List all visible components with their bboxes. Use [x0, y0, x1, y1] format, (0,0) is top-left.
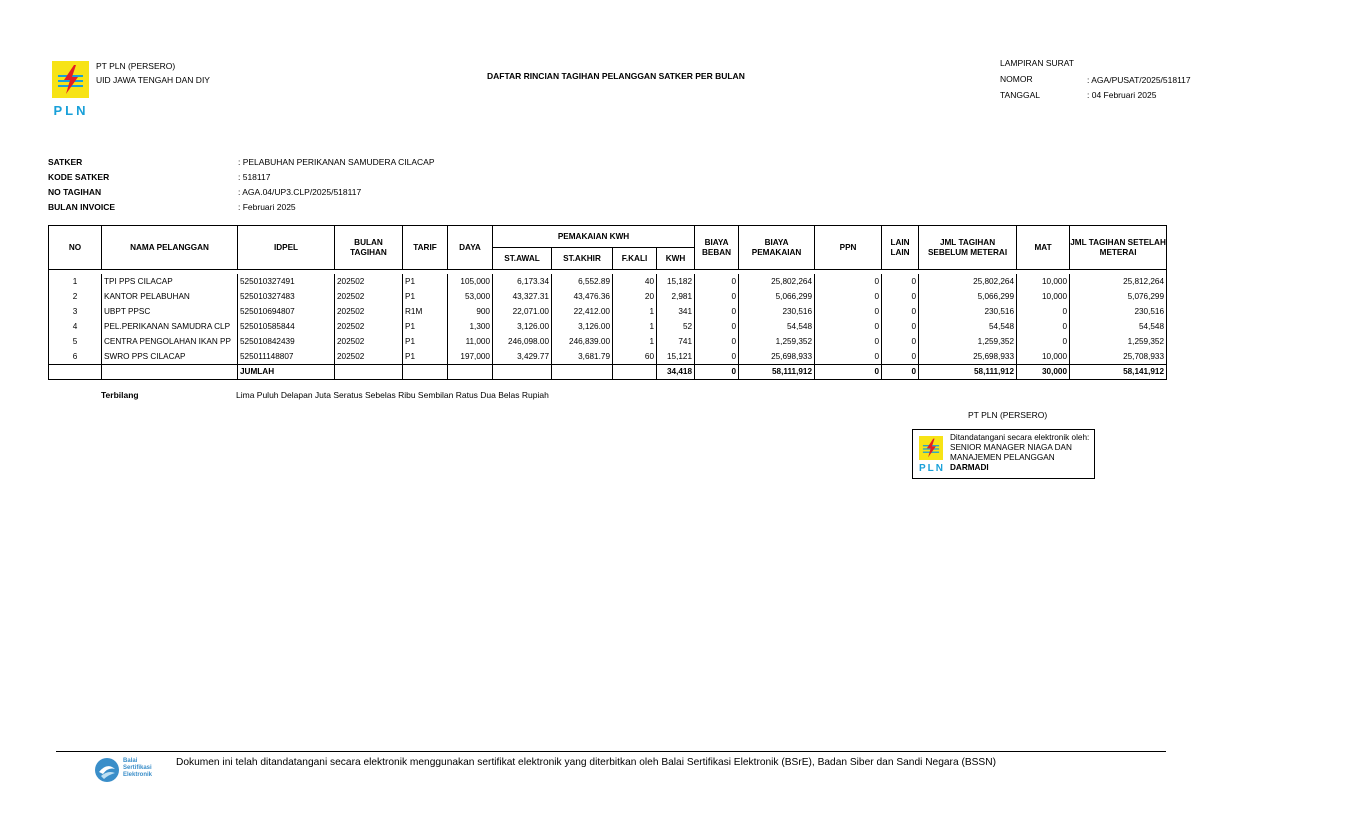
total-beban: 0 — [695, 365, 739, 380]
satker-value: : PELABUHAN PERIKANAN SAMUDERA CILACAP — [238, 157, 435, 167]
bsre-line-1: Balai — [123, 758, 138, 764]
cell-nama: KANTOR PELABUHAN — [102, 289, 238, 304]
cell-ppn: 0 — [815, 274, 882, 289]
ref-tanggal-value: : 04 Februari 2025 — [1087, 90, 1157, 100]
cell-no: 5 — [49, 334, 102, 349]
cell-setelah: 5,076,299 — [1070, 289, 1167, 304]
cell-bulan: 202502 — [335, 349, 403, 365]
cell-sebelum: 25,698,933 — [919, 349, 1017, 365]
cell-daya: 105,000 — [448, 274, 493, 289]
cell-idpel: 525010842439 — [238, 334, 335, 349]
pln-logo-small — [919, 436, 943, 460]
ref-nomor-label: NOMOR — [1000, 74, 1033, 84]
cell-bulan: 202502 — [335, 304, 403, 319]
signature-line-2: SENIOR MANAGER NIAGA DAN — [950, 443, 1072, 452]
cell-beban: 0 — [695, 349, 739, 365]
header-pemakaian-kwh: PEMAKAIAN KWH — [493, 226, 695, 248]
cell-no: 3 — [49, 304, 102, 319]
total-empty — [403, 365, 448, 380]
header-st-awal: ST.AWAL — [493, 248, 552, 270]
cell-lain: 0 — [882, 304, 919, 319]
ref-nomor-value: : AGA/PUSAT/2025/518117 — [1087, 75, 1191, 85]
cell-kwh: 341 — [657, 304, 695, 319]
header-nama: NAMA PELANGGAN — [102, 226, 238, 270]
cell-pemakaian: 25,802,264 — [739, 274, 815, 289]
cell-idpel: 525010694807 — [238, 304, 335, 319]
header-biaya-beban: BIAYA BEBAN — [695, 226, 739, 270]
cell-f-kali: 60 — [613, 349, 657, 365]
cell-st-akhir: 6,552.89 — [552, 274, 613, 289]
cell-bulan: 202502 — [335, 334, 403, 349]
cell-sebelum: 54,548 — [919, 319, 1017, 334]
cell-pemakaian: 230,516 — [739, 304, 815, 319]
header-daya: DAYA — [448, 226, 493, 270]
cell-lain: 0 — [882, 289, 919, 304]
cell-kwh: 15,121 — [657, 349, 695, 365]
cell-daya: 197,000 — [448, 349, 493, 365]
satker-label: SATKER — [48, 157, 83, 167]
cell-ppn: 0 — [815, 289, 882, 304]
cell-f-kali: 20 — [613, 289, 657, 304]
total-label: JUMLAH — [238, 365, 335, 380]
cell-daya: 11,000 — [448, 334, 493, 349]
cell-no: 2 — [49, 289, 102, 304]
total-row — [49, 365, 1167, 380]
cell-mat: 0 — [1017, 319, 1070, 334]
header-biaya-pemakaian: BIAYA PEMAKAIAN — [739, 226, 815, 270]
total-empty — [335, 365, 403, 380]
header-jml-setelah: JML TAGIHAN SETELAH METERAI — [1070, 226, 1167, 270]
cell-kwh: 52 — [657, 319, 695, 334]
cell-f-kali: 40 — [613, 274, 657, 289]
cell-tarif: P1 — [403, 349, 448, 365]
total-kwh: 34,418 — [657, 365, 695, 380]
header-f-kali: F.KALI — [613, 248, 657, 270]
bsre-line-3: Elektronik — [123, 772, 153, 778]
cell-kwh: 2,981 — [657, 289, 695, 304]
header-tarif: TARIF — [403, 226, 448, 270]
cell-tarif: P1 — [403, 289, 448, 304]
cell-f-kali: 1 — [613, 304, 657, 319]
cell-mat: 0 — [1017, 304, 1070, 319]
cell-daya: 1,300 — [448, 319, 493, 334]
cell-st-akhir: 3,681.79 — [552, 349, 613, 365]
cell-setelah: 25,812,264 — [1070, 274, 1167, 289]
table-row — [49, 334, 1167, 349]
table-row — [49, 289, 1167, 304]
footer-divider — [56, 751, 1166, 752]
bsre-logo-icon — [94, 757, 120, 783]
total-empty — [49, 365, 102, 380]
cell-st-awal: 246,098.00 — [493, 334, 552, 349]
cell-mat: 10,000 — [1017, 349, 1070, 365]
cell-pemakaian: 1,259,352 — [739, 334, 815, 349]
cell-st-awal: 22,071.00 — [493, 304, 552, 319]
cell-ppn: 0 — [815, 334, 882, 349]
cell-ppn: 0 — [815, 319, 882, 334]
total-ppn: 0 — [815, 365, 882, 380]
bsre-logo-text — [123, 758, 152, 779]
cell-st-akhir: 43,476.36 — [552, 289, 613, 304]
table-row — [49, 274, 1167, 289]
cell-no: 6 — [49, 349, 102, 365]
cell-lain: 0 — [882, 349, 919, 365]
cell-tarif: P1 — [403, 274, 448, 289]
cell-idpel: 525011148807 — [238, 349, 335, 365]
lightning-icon — [52, 61, 89, 98]
lightning-icon — [919, 436, 943, 460]
cell-pemakaian: 25,698,933 — [739, 349, 815, 365]
cell-nama: UBPT PPSC — [102, 304, 238, 319]
cell-pemakaian: 5,066,299 — [739, 289, 815, 304]
kode-satker-label: KODE SATKER — [48, 172, 110, 182]
total-sebelum: 58,111,912 — [919, 365, 1017, 380]
total-lain: 0 — [882, 365, 919, 380]
total-empty — [613, 365, 657, 380]
cell-f-kali: 1 — [613, 334, 657, 349]
bsre-line-2: Sertifikasi — [123, 765, 152, 771]
signature-text — [950, 433, 1092, 473]
pln-logo-mark — [52, 61, 89, 98]
cell-sebelum: 25,802,264 — [919, 274, 1017, 289]
cell-sebelum: 1,259,352 — [919, 334, 1017, 349]
cell-nama: CENTRA PENGOLAHAN IKAN PP — [102, 334, 238, 349]
cell-lain: 0 — [882, 319, 919, 334]
header-lain-lain: LAIN LAIN — [882, 226, 919, 270]
table-row — [49, 304, 1167, 319]
header-mat: MAT — [1017, 226, 1070, 270]
signature-line-3: MANAJEMEN PELANGGAN — [950, 453, 1055, 462]
e-signature-box — [912, 429, 1095, 479]
cell-tarif: R1M — [403, 304, 448, 319]
cell-sebelum: 230,516 — [919, 304, 1017, 319]
cell-idpel: 525010327483 — [238, 289, 335, 304]
cell-beban: 0 — [695, 334, 739, 349]
cell-idpel: 525010585844 — [238, 319, 335, 334]
cell-lain: 0 — [882, 334, 919, 349]
ref-heading: LAMPIRAN SURAT — [1000, 58, 1074, 68]
kode-satker-value: : 518117 — [238, 172, 271, 182]
total-setelah: 58,141,912 — [1070, 365, 1167, 380]
cell-lain: 0 — [882, 274, 919, 289]
cell-st-awal: 3,429.77 — [493, 349, 552, 365]
cell-mat: 10,000 — [1017, 274, 1070, 289]
cell-bulan: 202502 — [335, 274, 403, 289]
no-tagihan-value: : AGA.04/UP3.CLP/2025/518117 — [238, 187, 362, 197]
company-unit: UID JAWA TENGAH DAN DIY — [96, 75, 210, 85]
total-empty — [102, 365, 238, 380]
total-mat: 30,000 — [1017, 365, 1070, 380]
cell-daya: 53,000 — [448, 289, 493, 304]
cell-st-awal: 3,126.00 — [493, 319, 552, 334]
cell-mat: 10,000 — [1017, 289, 1070, 304]
cell-st-akhir: 246,839.00 — [552, 334, 613, 349]
total-pemakaian: 58,111,912 — [739, 365, 815, 380]
cell-setelah: 54,548 — [1070, 319, 1167, 334]
billing-table — [48, 225, 1167, 380]
ref-tanggal-label: TANGGAL — [1000, 90, 1040, 100]
cell-nama: SWRO PPS CILACAP — [102, 349, 238, 365]
signature-name: DARMADI — [950, 463, 989, 472]
cell-f-kali: 1 — [613, 319, 657, 334]
header-kwh: KWH — [657, 248, 695, 270]
header-idpel: IDPEL — [238, 226, 335, 270]
company-name: PT PLN (PERSERO) — [96, 61, 176, 71]
no-tagihan-label: NO TAGIHAN — [48, 187, 102, 197]
terbilang-label: Terbilang — [101, 390, 139, 400]
pln-logo — [52, 61, 90, 119]
cell-kwh: 741 — [657, 334, 695, 349]
cell-beban: 0 — [695, 274, 739, 289]
header-ppn: PPN — [815, 226, 882, 270]
total-empty — [552, 365, 613, 380]
header-bulan: BULAN TAGIHAN — [335, 226, 403, 270]
cell-kwh: 15,182 — [657, 274, 695, 289]
cell-tarif: P1 — [403, 319, 448, 334]
cell-st-awal: 43,327.31 — [493, 289, 552, 304]
pln-logo-text: PLN — [53, 103, 89, 118]
cell-ppn: 0 — [815, 304, 882, 319]
cell-setelah: 230,516 — [1070, 304, 1167, 319]
cell-st-akhir: 22,412.00 — [552, 304, 613, 319]
cell-idpel: 525010327491 — [238, 274, 335, 289]
cell-bulan: 202502 — [335, 319, 403, 334]
cell-tarif: P1 — [403, 334, 448, 349]
cell-beban: 0 — [695, 289, 739, 304]
cell-nama: TPI PPS CILACAP — [102, 274, 238, 289]
cell-pemakaian: 54,548 — [739, 319, 815, 334]
signature-company: PT PLN (PERSERO) — [968, 410, 1048, 420]
cell-bulan: 202502 — [335, 289, 403, 304]
cell-beban: 0 — [695, 319, 739, 334]
cell-no: 4 — [49, 319, 102, 334]
terbilang-value: Lima Puluh Delapan Juta Seratus Sebelas Ribu Sembilan Ratus Dua Belas Rupiah — [236, 390, 549, 400]
bulan-invoice-label: BULAN INVOICE — [48, 202, 116, 212]
cell-daya: 900 — [448, 304, 493, 319]
header-st-akhir: ST.AKHIR — [552, 248, 613, 270]
cell-nama: PEL.PERIKANAN SAMUDRA CLP — [102, 319, 238, 334]
header-no: NO — [49, 226, 102, 270]
footer-text: Dokumen ini telah ditandatangani secara elektronik menggunakan sertifikat elektronik yang diterbitkan oleh Balai Sertifikasi Elektronik (BSrE), Badan Siber dan Sandi Negara (BSSN) — [176, 757, 996, 768]
page-title: DAFTAR RINCIAN TAGIHAN PELANGGAN SATKER PER BULAN — [487, 71, 745, 81]
cell-beban: 0 — [695, 304, 739, 319]
total-empty — [448, 365, 493, 380]
cell-sebelum: 5,066,299 — [919, 289, 1017, 304]
cell-mat: 0 — [1017, 334, 1070, 349]
cell-setelah: 25,708,933 — [1070, 349, 1167, 365]
cell-setelah: 1,259,352 — [1070, 334, 1167, 349]
cell-ppn: 0 — [815, 349, 882, 365]
cell-no: 1 — [49, 274, 102, 289]
cell-st-awal: 6,173.34 — [493, 274, 552, 289]
bulan-invoice-value: : Februari 2025 — [238, 202, 296, 212]
pln-logo-small-text: PLN — [919, 463, 945, 474]
table-row — [49, 349, 1167, 365]
total-empty — [493, 365, 552, 380]
table-row — [49, 319, 1167, 334]
signature-line-1: Ditandatangani secara elektronik oleh: — [950, 433, 1090, 442]
header-jml-sebelum: JML TAGIHAN SEBELUM METERAI — [919, 226, 1017, 270]
cell-st-akhir: 3,126.00 — [552, 319, 613, 334]
